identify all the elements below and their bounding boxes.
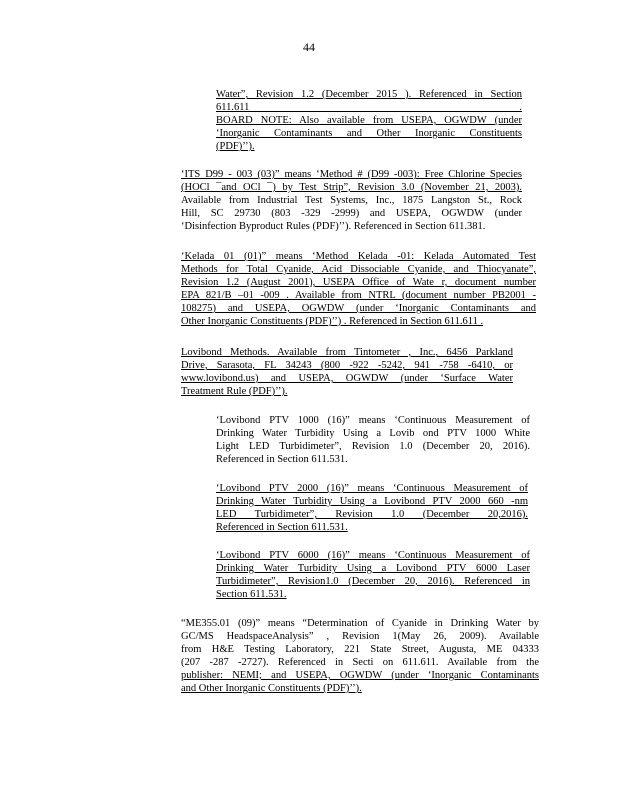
- text-line: Drinking Water Turbidity Using a Lovibond PTV 2000 660 -nm: [216, 496, 528, 507]
- text-line: Light LED Turbidimeter”, Revision 1.0 (December 20, 2016).: [216, 441, 530, 452]
- text-line: BOARD NOTE: Also available from USEPA, OGWDW (under: [216, 115, 522, 126]
- text-line: Methods for Total Cyanide, Acid Dissociable Cyanide, and Thiocyanate”,: [181, 264, 536, 275]
- text-line: 108275) and USEPA, OGWDW (under ‘Inorganic Contaminants and: [181, 303, 536, 314]
- text-line: Available from Industrial Test Systems, Inc., 1875 Langston St., Rock: [181, 195, 522, 206]
- text-line: publisher: NEMI; and USEPA, OGWDW (under ‘Inorganic Contaminants: [181, 670, 539, 681]
- paragraph-lovibond-ptv-6000: [216, 549, 530, 601]
- text-line: (HOCl ¯and OCl ¯) by Test Strip”, Revision 3.0 (November 21, 2003).: [181, 182, 522, 193]
- text-line: ‘Disinfection Byproduct Rules (PDF)’’). Referenced in Section 611.381.: [181, 221, 486, 232]
- paragraph-me355: [181, 617, 539, 695]
- text-line: ‘Kelada 01 (01)” means ‘Method Kelada -01: Kelada Automated Test: [181, 251, 536, 262]
- text-line: 611.611 .: [216, 102, 522, 113]
- page-number: 44: [303, 40, 315, 54]
- text-line: ‘ITS D99 - 003 (03)” means ‘Method # (D99 -003): Free Chlorine Species: [181, 169, 522, 180]
- paragraph-lovibond-ptv-1000: [216, 414, 530, 466]
- text-line: Referenced in Section 611.531.: [216, 454, 348, 465]
- text-line: Referenced in Section 611.531.: [216, 522, 348, 533]
- text-line: and Other Inorganic Constituents (PDF)’’).: [181, 683, 362, 694]
- text-line: Turbidimeter”, Revision1.0 (December 20, 2016). Referenced in: [216, 576, 530, 587]
- text-line: Drinking Water Turbidity Using a Lovib ond PTV 1000 White: [216, 428, 530, 439]
- text-line: Water”, Revision 1.2 (December 2015 ). Referenced in Section: [216, 89, 522, 100]
- text-line: Drive, Sarasota, FL 34243 (800 -922 -5242, 941 -758 -6410, or: [181, 360, 513, 371]
- text-line: “ME355.01 (09)” means “Determination of Cyanide in Drinking Water by: [181, 618, 539, 629]
- text-line: from H&E Testing Laboratory, 221 State Street, Augusta, ME 04333: [181, 644, 539, 655]
- text-line: Revision 1.2 (August 2001), USEPA Office of Wate r, document number: [181, 277, 536, 288]
- text-line: Lovibond Methods. Available from Tintometer , Inc., 6456 Parkland: [181, 347, 513, 358]
- text-line: ‘Inorganic Contaminants and Other Inorganic Constituents: [216, 128, 522, 139]
- text-line: (PDF)’’).: [216, 141, 255, 152]
- text-line: Other Inorganic Constituents (PDF)’’) . Referenced in Section 611.611 .: [181, 316, 484, 327]
- text-line: EPA 821/B –01 -009 . Available from NTRL (document number PB2001 -: [181, 290, 536, 301]
- text-line: LED Turbidimeter”, Revision 1.0 (December 20,2016).: [216, 509, 528, 520]
- paragraph-kelada: [181, 250, 536, 328]
- text-line: Hill, SC 29730 (803 -329 -2999) and USEPA, OGWDW (under: [181, 208, 522, 219]
- text-line: Section 611.531.: [216, 589, 287, 600]
- text-line: ‘Lovibond PTV 2000 (16)” means ‘Continuous Measurement of: [216, 483, 528, 494]
- text-line: Treatment Rule (PDF)’’).: [181, 386, 288, 397]
- paragraph-its-d99: [181, 168, 522, 233]
- text-line: (207 -287 -2727). Referenced in Secti on 611.611. Available from the: [181, 657, 539, 668]
- text-line: ‘Lovibond PTV 1000 (16)” means ‘Continuous Measurement of: [216, 415, 530, 426]
- text-line: ‘Lovibond PTV 6000 (16)” means ‘Continuous Measurement of: [216, 550, 530, 561]
- paragraph-lovibond-methods: [181, 346, 513, 398]
- paragraph-lovibond-ptv-2000: [216, 482, 528, 534]
- text-line: GC/MS HeadspaceAnalysis” , Revision 1(May 26, 2009). Available: [181, 631, 539, 642]
- text-line: www.lovibond.us) and USEPA, OGWDW (under ‘Surface Water: [181, 373, 513, 384]
- text-line: Drinking Water Turbidity Using a Lovibond PTV 6000 Laser: [216, 563, 530, 574]
- paragraph-continuation: [216, 88, 522, 153]
